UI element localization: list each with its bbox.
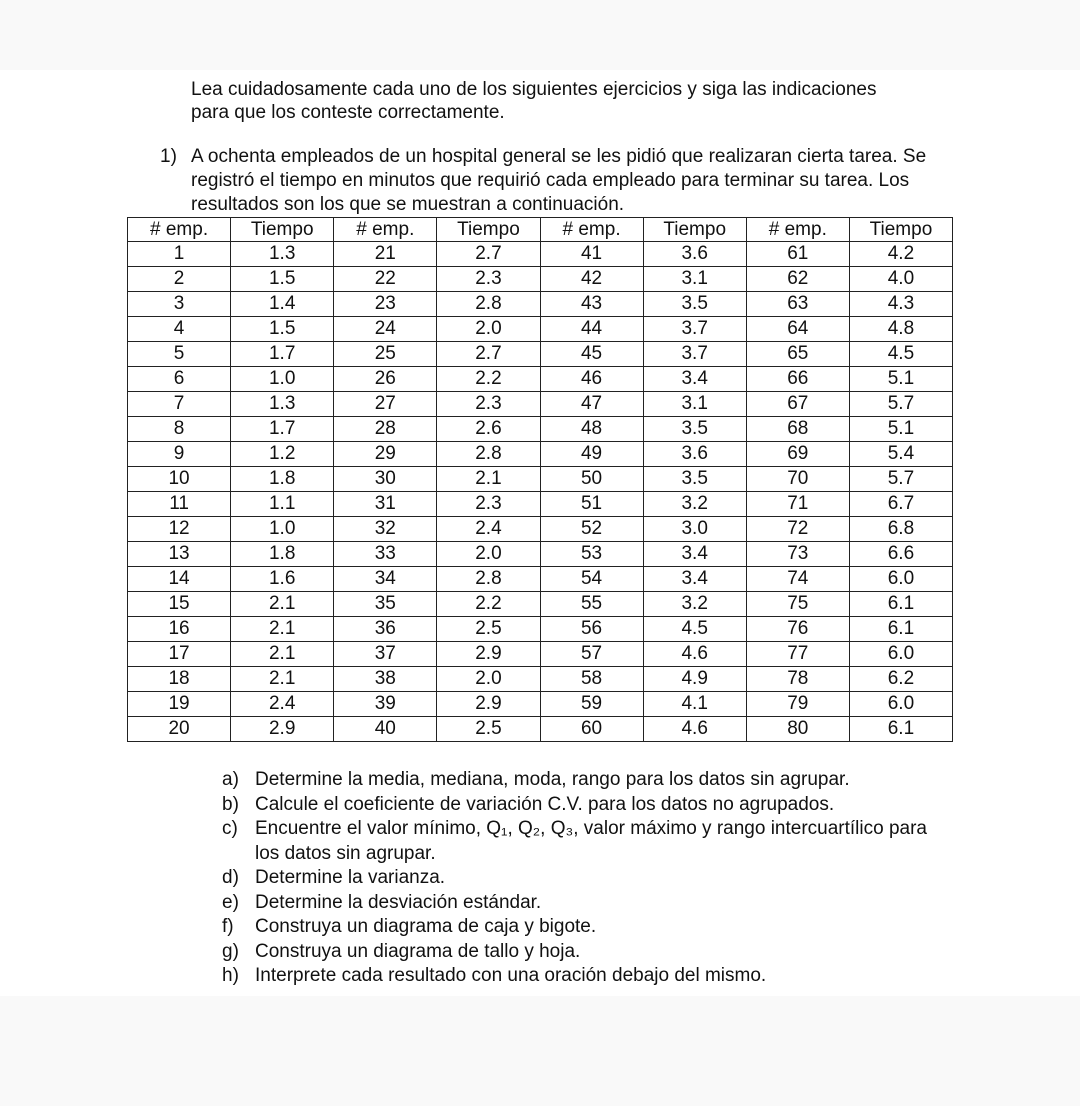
employee-number-cell: 51	[540, 492, 643, 517]
employee-number-cell: 15	[128, 592, 231, 617]
task-text: Determine la media, mediana, moda, rango para los datos sin agrupar.	[255, 769, 850, 790]
time-cell: 4.3	[849, 292, 952, 317]
task-text: Calcule el coeficiente de variación C.V. para los datos no agrupados.	[255, 793, 835, 815]
time-cell: 2.1	[437, 467, 540, 492]
employee-number-cell: 59	[540, 692, 643, 717]
time-cell: 5.7	[849, 392, 952, 417]
employee-number-cell: 56	[540, 617, 643, 642]
employee-number-cell: 13	[128, 542, 231, 567]
employee-number-cell: 36	[334, 617, 437, 642]
time-cell: 3.7	[643, 317, 746, 342]
employee-number-cell: 35	[334, 592, 437, 617]
employee-number-cell: 3	[128, 292, 231, 317]
time-cell: 2.8	[437, 442, 540, 467]
employee-number-cell: 78	[746, 667, 849, 692]
task-letter: h)	[222, 965, 239, 986]
employee-number-cell: 66	[746, 367, 849, 392]
time-cell: 4.8	[849, 317, 952, 342]
task-text: Construya un diagrama de tallo y hoja.	[255, 940, 581, 962]
table-row	[128, 367, 953, 392]
time-cell: 3.5	[643, 417, 746, 442]
employee-number-cell: 45	[540, 342, 643, 367]
time-cell: 2.3	[437, 267, 540, 292]
employee-number-cell: 40	[334, 717, 437, 742]
employee-number-cell: 43	[540, 292, 643, 317]
employee-number-cell: 77	[746, 642, 849, 667]
time-cell: 2.6	[437, 417, 540, 442]
employee-number-cell: 26	[334, 367, 437, 392]
times-table	[127, 217, 953, 742]
time-cell: 2.7	[437, 242, 540, 267]
column-header: Tiempo	[231, 218, 334, 242]
employee-number-cell: 19	[128, 692, 231, 717]
time-cell: 3.4	[643, 367, 746, 392]
employee-number-cell: 37	[334, 642, 437, 667]
time-cell: 3.0	[643, 517, 746, 542]
employee-number-cell: 41	[540, 242, 643, 267]
time-cell: 6.0	[849, 642, 952, 667]
task-letter: e)	[222, 891, 239, 913]
employee-number-cell: 53	[540, 542, 643, 567]
time-cell: 2.7	[437, 342, 540, 367]
task-list	[222, 768, 942, 989]
employee-number-cell: 6	[128, 367, 231, 392]
table-row	[128, 542, 953, 567]
table-row	[128, 492, 953, 517]
employee-number-cell: 20	[128, 717, 231, 742]
employee-number-cell: 55	[540, 592, 643, 617]
employee-number-cell: 61	[746, 242, 849, 267]
task-letter: c)	[222, 818, 238, 839]
employee-number-cell: 5	[128, 342, 231, 367]
time-cell: 2.8	[437, 567, 540, 592]
employee-number-cell: 31	[334, 492, 437, 517]
employee-number-cell: 70	[746, 467, 849, 492]
employee-number-cell: 64	[746, 317, 849, 342]
employee-number-cell: 38	[334, 667, 437, 692]
employee-number-cell: 68	[746, 417, 849, 442]
time-cell: 5.1	[849, 367, 952, 392]
employee-number-cell: 57	[540, 642, 643, 667]
employee-number-cell: 42	[540, 267, 643, 292]
time-cell: 1.1	[231, 492, 334, 517]
table-body	[128, 242, 953, 742]
time-cell: 1.3	[231, 242, 334, 267]
time-cell: 2.5	[437, 717, 540, 742]
time-cell: 2.0	[437, 542, 540, 567]
employee-number-cell: 39	[334, 692, 437, 717]
employee-number-cell: 52	[540, 517, 643, 542]
table-row	[128, 717, 953, 742]
time-cell: 2.3	[437, 492, 540, 517]
employee-number-cell: 65	[746, 342, 849, 367]
table-header-row	[128, 218, 953, 242]
column-header: # emp.	[334, 218, 437, 242]
employee-number-cell: 22	[334, 267, 437, 292]
table-row	[128, 442, 953, 467]
task-item	[222, 866, 942, 891]
employee-number-cell: 34	[334, 567, 437, 592]
task-letter: d)	[222, 867, 239, 888]
employee-number-cell: 76	[746, 617, 849, 642]
employee-number-cell: 33	[334, 542, 437, 567]
employee-number-cell: 24	[334, 317, 437, 342]
table-row	[128, 292, 953, 317]
time-cell: 4.5	[643, 617, 746, 642]
time-cell: 3.1	[643, 392, 746, 417]
table-row	[128, 317, 953, 342]
time-cell: 5.7	[849, 467, 952, 492]
time-cell: 2.3	[437, 392, 540, 417]
time-cell: 3.5	[643, 292, 746, 317]
time-cell: 6.8	[849, 517, 952, 542]
column-header: Tiempo	[437, 218, 540, 242]
time-cell: 4.5	[849, 342, 952, 367]
time-cell: 3.6	[643, 442, 746, 467]
time-cell: 6.1	[849, 717, 952, 742]
time-cell: 3.4	[643, 542, 746, 567]
employee-number-cell: 71	[746, 492, 849, 517]
employee-number-cell: 30	[334, 467, 437, 492]
task-item	[222, 817, 942, 866]
question-number: 1)	[160, 146, 177, 167]
intro-text: Lea cuidadosamente cada uno de los siguientes ejercicios y siga las indicaciones para que los conteste correctamente.	[191, 79, 877, 123]
employee-number-cell: 46	[540, 367, 643, 392]
column-header: # emp.	[746, 218, 849, 242]
time-cell: 4.0	[849, 267, 952, 292]
table-row	[128, 617, 953, 642]
employee-number-cell: 9	[128, 442, 231, 467]
employee-number-cell: 48	[540, 417, 643, 442]
table-row	[128, 267, 953, 292]
table-row	[128, 517, 953, 542]
time-cell: 6.0	[849, 567, 952, 592]
document-page	[0, 70, 1080, 996]
employee-number-cell: 28	[334, 417, 437, 442]
column-header: # emp.	[540, 218, 643, 242]
task-letter: g)	[222, 940, 239, 962]
employee-number-cell: 29	[334, 442, 437, 467]
time-cell: 1.5	[231, 317, 334, 342]
time-cell: 3.5	[643, 467, 746, 492]
task-item	[222, 768, 942, 793]
employee-number-cell: 80	[746, 717, 849, 742]
employee-number-cell: 73	[746, 542, 849, 567]
task-text: Construya un diagrama de caja y bigote.	[255, 916, 597, 937]
task-text: Determine la desviación estándar.	[255, 891, 542, 913]
table-row	[128, 592, 953, 617]
table-row	[128, 242, 953, 267]
time-cell: 3.4	[643, 567, 746, 592]
employee-number-cell: 18	[128, 667, 231, 692]
time-cell: 2.0	[437, 667, 540, 692]
time-cell: 3.7	[643, 342, 746, 367]
employee-number-cell: 4	[128, 317, 231, 342]
time-cell: 3.6	[643, 242, 746, 267]
employee-number-cell: 62	[746, 267, 849, 292]
time-cell: 3.2	[643, 492, 746, 517]
time-cell: 1.8	[231, 542, 334, 567]
task-item	[222, 915, 942, 940]
employee-number-cell: 69	[746, 442, 849, 467]
employee-number-cell: 47	[540, 392, 643, 417]
employee-number-cell: 11	[128, 492, 231, 517]
time-cell: 4.9	[643, 667, 746, 692]
time-cell: 2.9	[437, 692, 540, 717]
employee-number-cell: 12	[128, 517, 231, 542]
time-cell: 3.2	[643, 592, 746, 617]
time-cell: 2.2	[437, 367, 540, 392]
employee-number-cell: 50	[540, 467, 643, 492]
time-cell: 2.5	[437, 617, 540, 642]
table-row	[128, 417, 953, 442]
time-cell: 2.2	[437, 592, 540, 617]
table-row	[128, 392, 953, 417]
task-letter: f)	[222, 916, 234, 937]
task-item	[222, 940, 942, 965]
table-row	[128, 342, 953, 367]
time-cell: 1.6	[231, 567, 334, 592]
employee-number-cell: 49	[540, 442, 643, 467]
employee-number-cell: 32	[334, 517, 437, 542]
employee-number-cell: 1	[128, 242, 231, 267]
task-item	[222, 891, 942, 916]
time-cell: 1.3	[231, 392, 334, 417]
time-cell: 2.1	[231, 667, 334, 692]
time-cell: 2.1	[231, 617, 334, 642]
table-row	[128, 692, 953, 717]
time-cell: 2.8	[437, 292, 540, 317]
employee-number-cell: 44	[540, 317, 643, 342]
time-cell: 2.1	[231, 642, 334, 667]
employee-number-cell: 79	[746, 692, 849, 717]
time-cell: 6.7	[849, 492, 952, 517]
time-cell: 2.9	[231, 717, 334, 742]
time-cell: 6.2	[849, 667, 952, 692]
time-cell: 1.0	[231, 367, 334, 392]
time-cell: 4.6	[643, 717, 746, 742]
column-header: Tiempo	[849, 218, 952, 242]
time-cell: 5.1	[849, 417, 952, 442]
table-row	[128, 467, 953, 492]
table-row	[128, 567, 953, 592]
employee-number-cell: 74	[746, 567, 849, 592]
employee-number-cell: 21	[334, 242, 437, 267]
question-1	[160, 145, 950, 217]
employee-number-cell: 7	[128, 392, 231, 417]
employee-number-cell: 72	[746, 517, 849, 542]
employee-number-cell: 67	[746, 392, 849, 417]
time-cell: 1.8	[231, 467, 334, 492]
time-cell: 6.1	[849, 617, 952, 642]
time-cell: 4.2	[849, 242, 952, 267]
time-cell: 6.6	[849, 542, 952, 567]
time-cell: 2.4	[437, 517, 540, 542]
time-cell: 1.0	[231, 517, 334, 542]
employee-number-cell: 27	[334, 392, 437, 417]
employee-number-cell: 2	[128, 267, 231, 292]
task-item	[222, 793, 942, 818]
time-cell: 1.5	[231, 267, 334, 292]
table-row	[128, 642, 953, 667]
time-cell: 6.0	[849, 692, 952, 717]
column-header: Tiempo	[643, 218, 746, 242]
question-text: A ochenta empleados de un hospital general se les pidió que realizaran cierta tarea. Se registró el tiempo en minutos que requirió cada empleado para terminar su tarea. Los resultados son los que se muestran a continuación.	[191, 146, 927, 215]
task-letter: a)	[222, 769, 239, 790]
task-text: Encuentre el valor mínimo, Q₁, Q₂, Q₃, valor máximo y rango intercuartílico para los datos sin agrupar.	[255, 818, 927, 864]
task-text: Interprete cada resultado con una oración debajo del mismo.	[255, 965, 767, 986]
time-cell: 2.4	[231, 692, 334, 717]
table-row	[128, 667, 953, 692]
employee-number-cell: 63	[746, 292, 849, 317]
employee-number-cell: 25	[334, 342, 437, 367]
time-cell: 1.7	[231, 342, 334, 367]
employee-number-cell: 14	[128, 567, 231, 592]
employee-number-cell: 16	[128, 617, 231, 642]
time-cell: 2.1	[231, 592, 334, 617]
task-text: Determine la varianza.	[255, 867, 446, 888]
time-cell: 2.9	[437, 642, 540, 667]
time-cell: 5.4	[849, 442, 952, 467]
employee-number-cell: 23	[334, 292, 437, 317]
time-cell: 1.4	[231, 292, 334, 317]
time-cell: 2.0	[437, 317, 540, 342]
employee-number-cell: 54	[540, 567, 643, 592]
employee-number-cell: 58	[540, 667, 643, 692]
employee-number-cell: 10	[128, 467, 231, 492]
task-letter: b)	[222, 793, 239, 815]
employee-number-cell: 60	[540, 717, 643, 742]
employee-number-cell: 17	[128, 642, 231, 667]
column-header: # emp.	[128, 218, 231, 242]
time-cell: 3.1	[643, 267, 746, 292]
time-cell: 1.7	[231, 417, 334, 442]
time-cell: 4.6	[643, 642, 746, 667]
task-item	[222, 964, 942, 989]
employee-number-cell: 75	[746, 592, 849, 617]
time-cell: 1.2	[231, 442, 334, 467]
time-cell: 6.1	[849, 592, 952, 617]
employee-number-cell: 8	[128, 417, 231, 442]
time-cell: 4.1	[643, 692, 746, 717]
